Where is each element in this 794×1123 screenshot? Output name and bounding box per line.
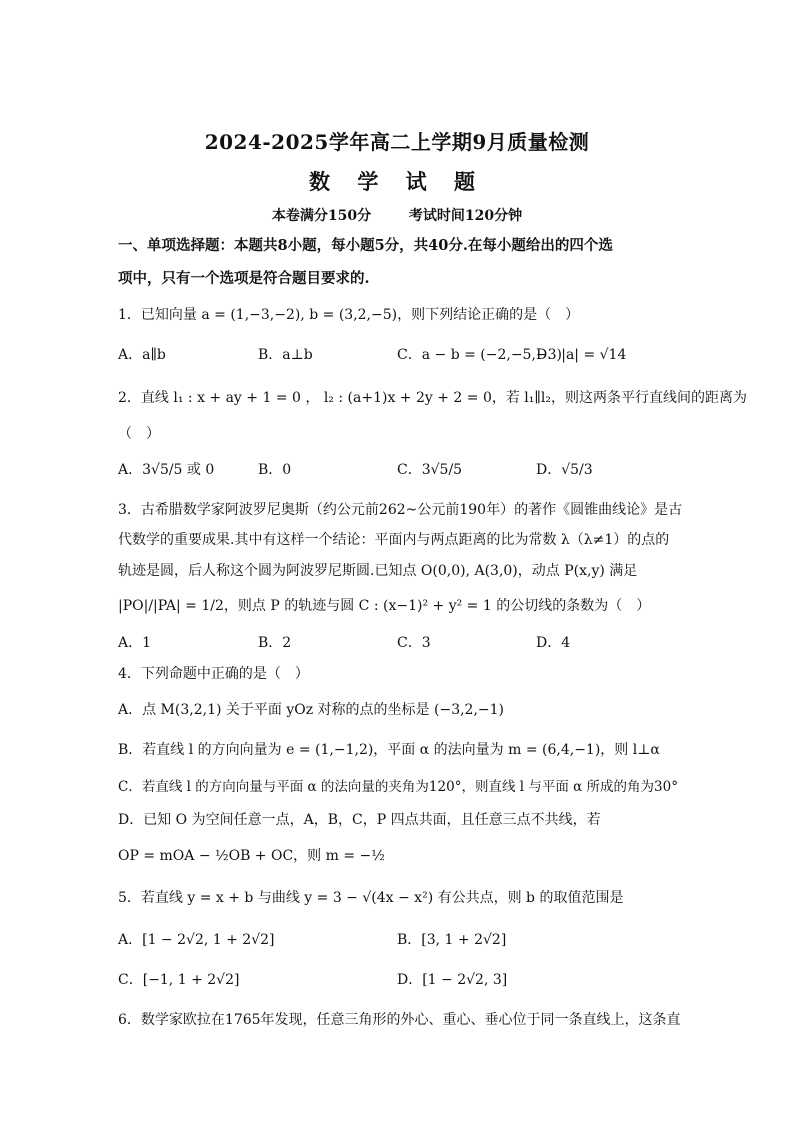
q1-stem: 1．已知向量 a = (1,−3,−2), b = (3,2,−5)，则下列结论正确的是（ ） (118, 307, 580, 323)
q3-line-3: 轨迹是圆，后人称这个圆为阿波罗尼斯圆.已知点 O(0,0), A(3,0)，动点 P(x,y) 满足 (118, 563, 638, 579)
q6-line-1: 6．数学家欧拉在1765年发现，任意三角形的外心、重心、垂心位于同一条直线上，这条直 (118, 1012, 681, 1028)
q5-options-row-1 (118, 930, 678, 950)
q1-option-b: B．a⊥b (258, 347, 313, 363)
q4-option-b: B．若直线 l 的方向向量为 e = (1,−1,2)，平面 α 的法向量为 m = (6,4,−1)，则 l⊥α (118, 742, 660, 758)
q1-option-a: A．a∥b (118, 347, 166, 363)
q3-option-c: C．3 (397, 635, 431, 651)
q4-stem: 4．下列命题中正确的是（ ） (118, 666, 309, 682)
q2-stem-tail: （ ） (118, 426, 160, 442)
exam-title: 2024-2025学年高二上学期9月质量检测 (204, 130, 590, 154)
q1-options (118, 345, 678, 365)
section-heading-1: 一、单项选择题：本题共8小题，每小题5分，共40分.在每小题给出的四个选 (118, 237, 613, 254)
q2-option-c: C．3√5/5 (397, 462, 463, 478)
q3-option-d: D．4 (536, 635, 571, 651)
q5-option-c: C．[−1, 1 + 2√2] (118, 972, 240, 988)
q3-line-2: 代数学的重要成果.其中有这样一个结论：平面内与两点距离的比为常数 λ（λ≠1）的点的 (118, 532, 670, 548)
q5-options-row-2 (118, 970, 678, 990)
time-note: 考试时间120分钟 (408, 208, 523, 224)
q5-option-b: B．[3, 1 + 2√2] (397, 932, 507, 948)
q2-stem: 2．直线 l₁ : x + ay + 1 = 0 ， l₂ : (a+1)x + 2y + 2 = 0，若 l₁∥l₂，则这两条平行直线间的距离为 (118, 390, 747, 406)
q3-options (118, 633, 678, 653)
subject-title: 数 学 试 题 (309, 169, 485, 194)
q5-stem: 5．若直线 y = x + b 与曲线 y = 3 − √(4x − x²) 有公共点，则 b 的取值范围是 (118, 890, 624, 906)
q2-options (118, 460, 678, 480)
section-heading-2: 项中，只有一个选项是符合题目要求的. (118, 270, 370, 287)
q1-option-c: C．a − b = (−2,−5,−3) (397, 347, 563, 363)
q3-option-a: A．1 (118, 635, 152, 651)
score-note: 本卷满分150分 (271, 208, 372, 224)
q4-option-c: C．若直线 l 的方向向量与平面 α 的法向量的夹角为120°，则直线 l 与平面 α 所成的角为30° (118, 779, 678, 795)
q3-option-b: B．2 (258, 635, 292, 651)
q4-option-a: A．点 M(3,2,1) 关于平面 yOz 对称的点的坐标是 (−3,2,−1) (118, 702, 505, 718)
q1-option-d: D．|a| = √14 (536, 347, 627, 363)
exam-meta (0, 205, 794, 225)
q4-option-d-line-1: D．已知 O 为空间任意一点，A，B，C，P 四点共面，且任意三点不共线，若 (118, 812, 601, 828)
q4-option-d-line-2: OP = mOA − ½OB + OC，则 m = −½ (118, 848, 385, 864)
q3-line-1: 3．古希腊数学家阿波罗尼奥斯（约公元前262~公元前190年）的著作《圆锥曲线论》是古 (118, 502, 683, 518)
q2-option-b: B．0 (258, 462, 292, 478)
q3-line-4: |PO|/|PA| = 1/2，则点 P 的轨迹与圆 C : (x−1)² + y² = 1 的公切线的条数为（ ） (118, 598, 651, 614)
q2-option-d: D．√5/3 (536, 462, 593, 478)
q2-option-a: A．3√5/5 或 0 (118, 462, 215, 478)
q5-option-d: D．[1 − 2√2, 3] (397, 972, 508, 988)
q5-option-a: A．[1 − 2√2, 1 + 2√2] (118, 932, 275, 948)
